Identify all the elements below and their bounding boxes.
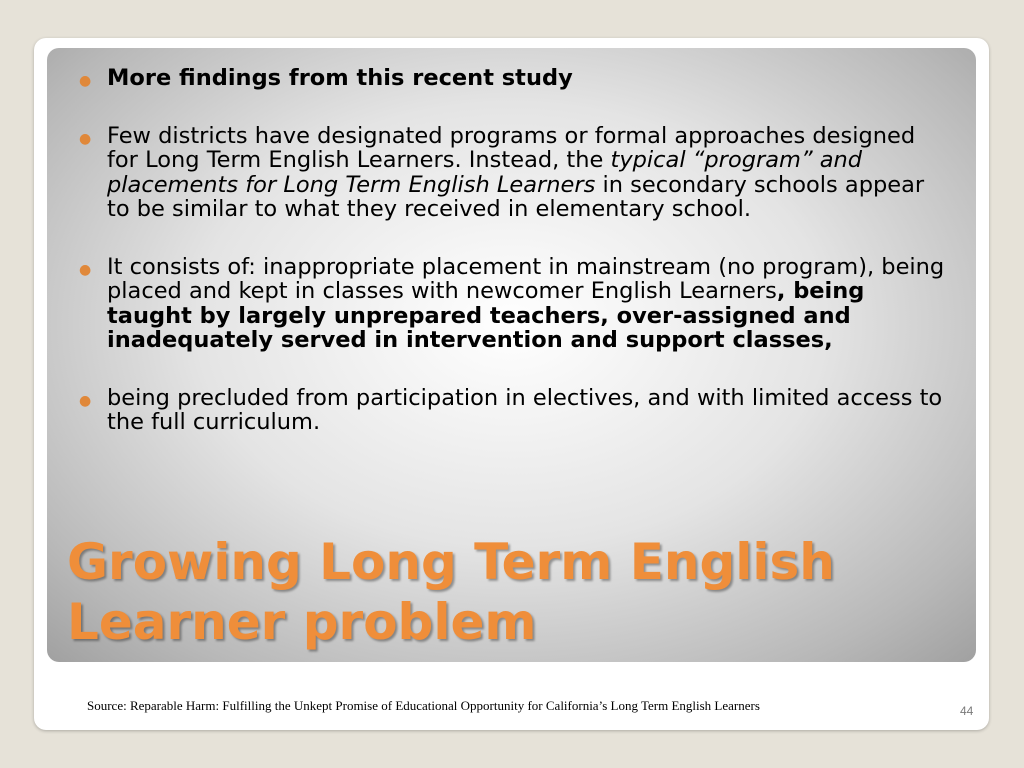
- bullet-bold-text: , being taught by largely unprepared teachers, over-assigned and inadequately served in intervention and support classes,: [107, 278, 865, 353]
- bullet-heading: More findings from this recent study: [107, 65, 573, 91]
- bullet-dot-icon: ●: [79, 73, 92, 89]
- list-item: [77, 66, 947, 91]
- list-item: [77, 386, 947, 435]
- bullet-text: being precluded from participation in electives, and with limited access to the full curriculum.: [107, 384, 943, 435]
- page-number: 44: [960, 704, 974, 718]
- bullet-text: It consists of: inappropriate placement in mainstream (no program), being placed and kept in classes with newcomer English Learners: [107, 253, 945, 304]
- bullet-dot-icon: ●: [79, 130, 92, 147]
- bullet-dot-icon: ●: [79, 392, 92, 409]
- slide-title: Growing Long Term English Learner problem: [67, 533, 835, 651]
- list-item: [77, 255, 947, 353]
- bullet-dot-icon: ●: [79, 261, 92, 278]
- bullet-italic-text: typical “program” and placements for Long Term English Learners: [107, 147, 863, 198]
- bullet-text: in secondary schools appear to be similar to what they received in elementary school.: [107, 171, 925, 222]
- bullet-list: [77, 66, 947, 468]
- list-item: [77, 124, 947, 222]
- bullet-text: Few districts have designated programs or formal approaches designed for Long Term English Learners. Instead, the: [107, 122, 916, 173]
- source-citation: Source: Reparable Harm: Fulfilling the Unkept Promise of Educational Opportunity for California’s Long Term English Learners: [87, 698, 760, 713]
